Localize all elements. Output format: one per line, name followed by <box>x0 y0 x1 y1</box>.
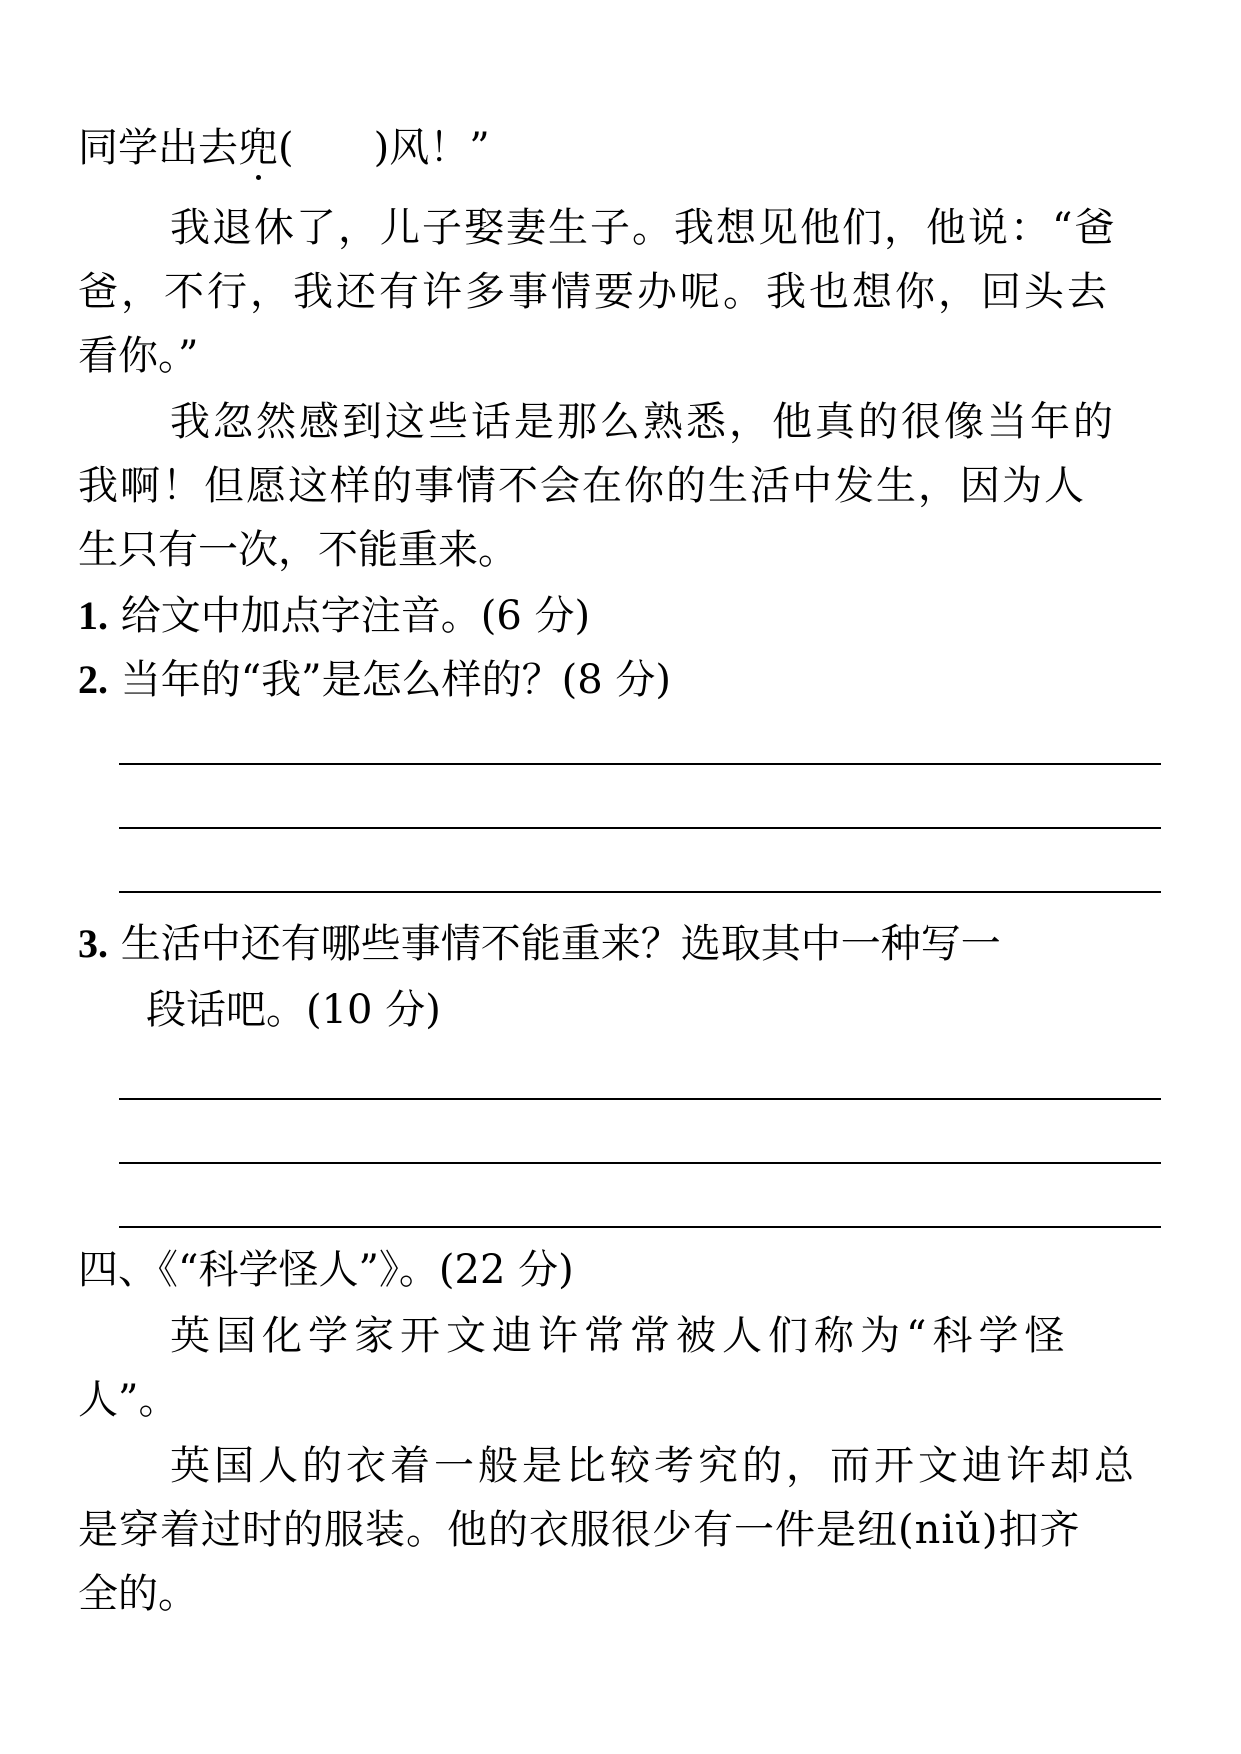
passage-line: 是穿着过时的服装。他的衣服很少有一件是纽(niǔ)扣齐 <box>78 1507 1081 1553</box>
question-3-continued: 段话吧。(10 分) <box>146 987 441 1033</box>
passage-line: 英国人的衣着一般是比较考究的，而开文迪许却总 <box>170 1443 1138 1489</box>
answer-line[interactable] <box>119 1162 1161 1164</box>
passage-line: 人”。 <box>78 1377 179 1423</box>
question-3: 3. 生活中还有哪些事情不能重来？选取其中一种写一 <box>78 921 1001 967</box>
question-2: 2. 当年的“我”是怎么样的？(8 分) <box>78 657 671 703</box>
answer-line[interactable] <box>119 763 1161 765</box>
answer-line[interactable] <box>119 1226 1161 1228</box>
passage-line: 看你。” <box>78 333 199 379</box>
answer-line[interactable] <box>119 891 1161 893</box>
answer-line[interactable] <box>119 1098 1161 1100</box>
question-number: 3 <box>78 921 98 966</box>
passage-line: 英国化学家开文迪许常常被人们称为“科学怪 <box>170 1313 1071 1359</box>
dotted-character: 兜 <box>238 125 278 171</box>
question-text: 给文中加点字注音。(6 分) <box>120 593 591 639</box>
section-heading: 四、《“科学怪人”》。(22 分) <box>78 1247 574 1293</box>
question-text: 生活中还有哪些事情不能重来？选取其中一种写一 <box>120 921 1001 967</box>
passage-line: 我忽然感到这些话是那么熟悉，他真的很像当年的 <box>170 399 1116 445</box>
passage-line <box>78 125 490 171</box>
question-text: 当年的“我”是怎么样的？(8 分) <box>120 657 671 703</box>
question-number: 2 <box>78 657 98 702</box>
passage-line: 我啊！但愿这样的事情不会在你的生活中发生，因为人 <box>78 463 1086 509</box>
passage-line: 生只有一次，不能重来。 <box>78 527 518 573</box>
question-1: 1. 给文中加点字注音。(6 分) <box>78 593 591 639</box>
passage-text: 同学出去 <box>78 125 238 171</box>
passage-line: 我退休了，儿子娶妻生子。我想见他们，他说：“爸 <box>170 205 1117 251</box>
answer-line[interactable] <box>119 827 1161 829</box>
question-number: 1 <box>78 593 98 638</box>
passage-line: 全的。 <box>78 1571 198 1617</box>
passage-text: ( )风！” <box>278 125 490 171</box>
passage-line: 爸，不行，我还有许多事情要办呢。我也想你，回头去 <box>78 269 1110 315</box>
